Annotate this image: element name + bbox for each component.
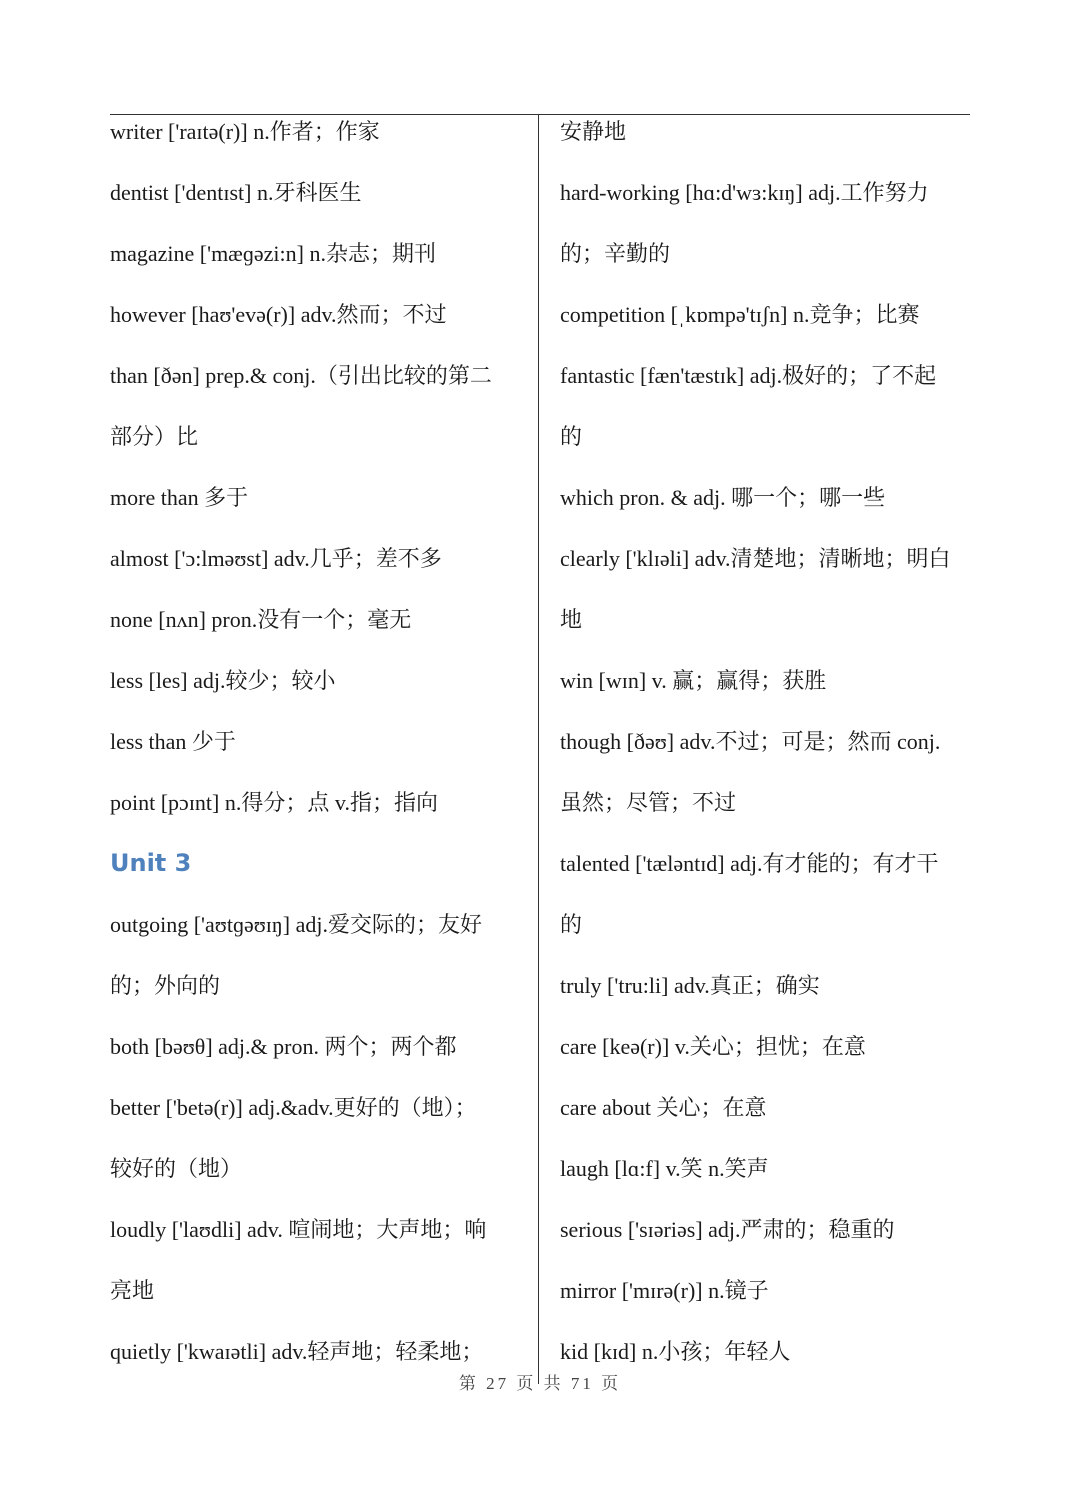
vocab-line: competition [ˌkɒmpə'tɪʃn] n.竞争；比赛 <box>560 302 920 327</box>
vocab-line: win [wɪn] v. 赢；赢得；获胜 <box>560 668 827 693</box>
vocab-line: less [les] adj.较少；较小 <box>110 668 336 693</box>
vocab-line: hard-working [hɑ:d'wɜ:kɪŋ] adj.工作努力 <box>560 180 929 205</box>
vocab-line: 虽然；尽管；不过 <box>560 790 737 815</box>
vocab-line: 较好的（地） <box>110 1156 243 1181</box>
vocab-line: almost ['ɔ:lməʊst] adv.几乎；差不多 <box>110 546 442 571</box>
vocab-line: talented ['tæləntɪd] adj.有才能的；有才干 <box>560 851 939 876</box>
vocab-line: both [bəʊθ] adj.& pron. 两个；两个都 <box>110 1034 457 1059</box>
vocab-line: mirror ['mɪrə(r)] n.镜子 <box>560 1278 769 1303</box>
vocab-line: however [haʊ'evə(r)] adv.然而；不过 <box>110 302 447 327</box>
vocab-line: dentist ['dentɪst] n.牙科医生 <box>110 180 362 205</box>
vocab-line: 地 <box>560 607 583 632</box>
vocab-line: 的；辛勤的 <box>560 241 671 266</box>
vocab-line: 的；外向的 <box>110 973 221 998</box>
vocab-line: kid [kɪd] n.小孩；年轻人 <box>560 1339 791 1364</box>
vocab-line: writer ['raɪtə(r)] n.作者；作家 <box>110 119 380 144</box>
vocab-line: none [nʌn] pron.没有一个；毫无 <box>110 607 412 632</box>
vocab-line: care [keə(r)] v.关心；担忧；在意 <box>560 1034 866 1059</box>
vocab-line: though [ðəʊ] adv.不过；可是；然而 conj. <box>560 729 941 754</box>
vocab-line: care about 关心；在意 <box>560 1095 767 1120</box>
vocab-line: laugh [lɑ:f] v.笑 n.笑声 <box>560 1156 769 1181</box>
column-divider <box>538 114 539 1384</box>
left-column <box>110 101 528 1382</box>
page-footer: 第 27 页 共 71 页 <box>458 1374 622 1393</box>
section-heading: Unit 3 <box>110 849 192 877</box>
vocab-line: magazine ['mæɡəzi:n] n.杂志；期刊 <box>110 241 436 266</box>
vocab-line: than [ðən] prep.& conj.（引出比较的第二 <box>110 363 492 388</box>
vocab-line: 亮地 <box>110 1278 155 1303</box>
vocab-line: 的 <box>560 424 583 449</box>
vocab-line: better ['betə(r)] adj.&adv.更好的（地）； <box>110 1095 477 1120</box>
vocab-line: 安静地 <box>560 119 627 144</box>
vocab-line: serious ['sɪəriəs] adj.严肃的；稳重的 <box>560 1217 895 1242</box>
vocab-line: 的 <box>560 912 583 937</box>
vocab-line: more than 多于 <box>110 485 249 510</box>
vocab-line: quietly ['kwaɪətli] adv.轻声地；轻柔地； <box>110 1339 484 1364</box>
right-column <box>560 101 970 1382</box>
vocab-line: which pron. & adj. 哪一个；哪一些 <box>560 485 886 510</box>
vocab-line: loudly ['laʊdli] adv. 喧闹地；大声地；响 <box>110 1217 487 1242</box>
vocab-line: less than 少于 <box>110 729 236 754</box>
vocab-line: fantastic [fæn'tæstɪk] adj.极好的；了不起 <box>560 363 937 388</box>
vocab-line: clearly ['klɪəli] adv.清楚地；清晰地；明白 <box>560 546 951 571</box>
vocab-line: 部分）比 <box>110 424 199 449</box>
vocab-line: truly ['tru:li] adv.真正；确实 <box>560 973 820 998</box>
vocab-line: point [pɔɪnt] n.得分；点 v.指；指向 <box>110 790 438 815</box>
vocab-line: outgoing ['aʊtɡəʊɪŋ] adj.爱交际的；友好 <box>110 912 483 937</box>
